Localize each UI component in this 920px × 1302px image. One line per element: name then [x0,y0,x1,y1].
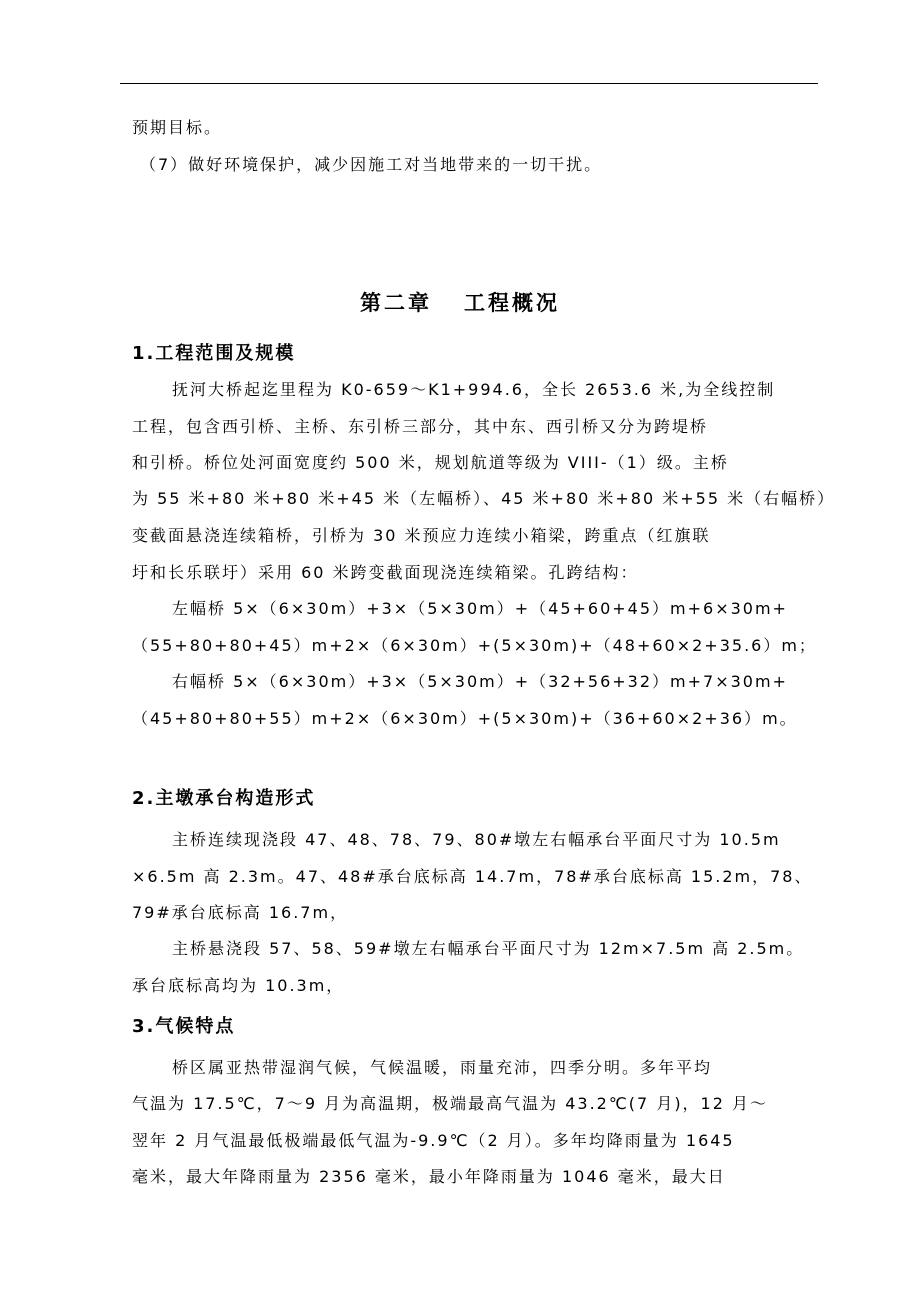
section-3-para-line: 气温为 17.5℃，7～9 月为高温期，极端最高气温为 43.2℃(7 月)，12 月～ [132,1094,769,1113]
section-1-para-line: 和引桥。桥位处河面宽度约 500 米，规划航道等级为 VIII-（1）级。主桥 [132,453,729,472]
intro-line-2: （7）做好环境保护，减少因施工对当地带来的一切干扰。 [140,155,603,174]
section-1-para-line: 抚河大桥起迄里程为 K0-659～K1+994.6，全长 2653.6 米,为全线控制 [172,380,776,399]
section-1-heading: 1.工程范围及规模 [132,343,296,364]
section-3-para-line: 毫米，最大年降雨量为 2356 毫米，最小年降雨量为 1046 毫米，最大日 [132,1167,726,1186]
section-1-para-line: 工程，包含西引桥、主桥、东引桥三部分，其中东、西引桥又分为跨堤桥 [132,417,709,436]
section-2-para-line: 79#承台底标高 16.7m， [132,903,349,922]
right-bridge-line: 右幅桥 5×（6×30m）+3×（5×30m）+（32+56+32）m+7×30m+ [172,672,788,691]
section-3-para-line: 翌年 2 月气温最低极端最低气温为-9.9℃（2 月）。多年均降雨量为 1645 [132,1131,735,1150]
header-rule [120,83,818,84]
section-1-para-line: 圩和长乐联圩）采用 60 米跨变截面现浇连续箱梁。孔跨结构： [132,563,639,582]
intro-line-1: 预期目标。 [132,118,223,137]
section-1-para-line: 为 55 米+80 米+80 米+45 米（左幅桥）、45 米+80 米+80 米+55 米（右幅桥） [132,489,836,508]
section-3-heading: 3.气候特点 [132,1016,236,1037]
right-bridge-line: （45+80+80+55）m+2×（6×30m）+(5×30m)+（36+60×2+36）m。 [132,709,798,728]
left-bridge-line: 左幅桥 5×（6×30m）+3×（5×30m）+（45+60+45）m+6×30m+ [172,599,788,618]
chapter-name: 工程概况 [464,291,560,315]
section-3-para-line: 桥区属亚热带湿润气候，气候温暖，雨量充沛，四季分明。多年平均 [172,1058,713,1077]
chapter-number: 第二章 [360,291,432,315]
section-2-para-line: 承台底标高均为 10.3m， [132,976,345,995]
section-2-para-line: ×6.5m 高 2.3m。47、48#承台底标高 14.7m，78#承台底标高 15.2m，78、 [132,867,813,886]
left-bridge-line: （55+80+80+45）m+2×（6×30m）+(5×30m)+（48+60×2+35.6）m； [132,636,817,655]
section-2-para-line: 主桥连续现浇段 47、48、78、79、80#墩左右幅承台平面尺寸为 10.5m [172,830,781,849]
chapter-title [0,290,920,316]
section-2-para-line: 主桥悬浇段 57、58、59#墩左右幅承台平面尺寸为 12m×7.5m 高 2.5m。 [172,939,805,958]
section-1-para-line: 变截面悬浇连续箱桥，引桥为 30 米预应力连续小箱梁，跨重点（红旗联 [132,526,711,545]
section-2-heading: 2.主墩承台构造形式 [132,788,316,809]
